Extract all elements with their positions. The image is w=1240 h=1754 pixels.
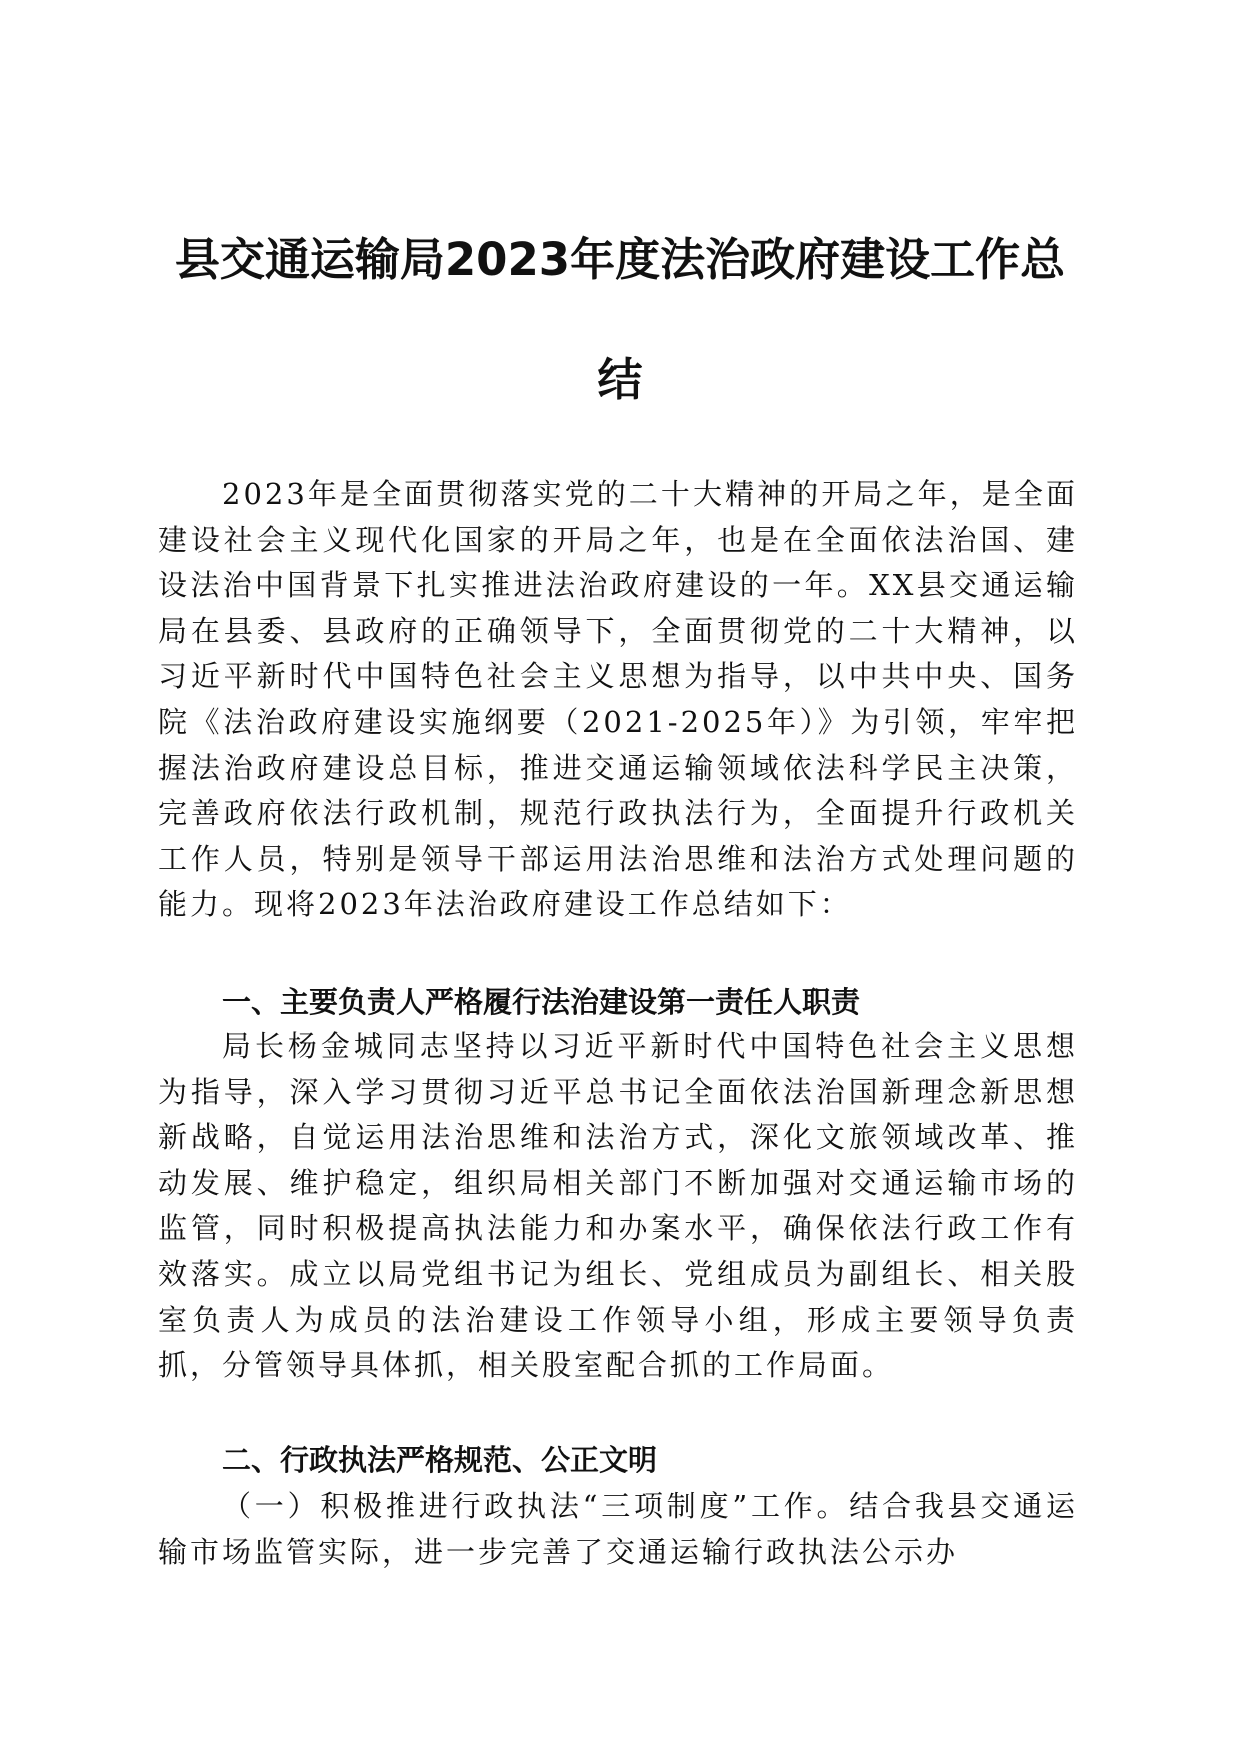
section-1-heading: 一、主要负责人严格履行法治建设第一责任人职责 — [222, 985, 861, 1019]
document-title-line-1: 县交通运输局2023年度法治政府建设工作总 — [174, 233, 1066, 286]
section-2-heading: 二、行政执法严格规范、公正文明 — [222, 1443, 658, 1477]
document-title-line-2: 结 — [597, 353, 643, 406]
intro-paragraph: 2023年是全面贯彻落实党的二十大精神的开局之年，是全面建设社会主义现代化国家的开局之年，也是在全面依法治国、建设法治中国背景下扎实推进法治政府建设的一年。XX县交通运输局在县委、县政府的正确领导下，全面贯彻党的二十大精神，以习近平新时代中国特色社会主义思想为指导，以中共中央、国务院《法治政府建设实施纲要（2021-2025年）》为引领，牢牢把握法治政府建设总目标，推进交通运输领域依法科学民主决策，完善政府依法行政机制，规范行政执法行为，全面提升行政机关工作人员，特别是领导干部运用法治思维和法治方式处理问题的能力。现将2023年法治政府建设工作总结如下： — [158, 477, 1078, 922]
section-2-paragraph: （一）积极推进行政执法“三项制度”工作。结合我县交通运输市场监管实际，进一步完善了交通运输行政执法公示办 — [158, 1489, 1078, 1569]
section-1-paragraph: 局长杨金城同志坚持以习近平新时代中国特色社会主义思想为指导，深入学习贯彻习近平总书记全面依法治国新理念新思想新战略，自觉运用法治思维和法治方式，深化文旅领域改革、推动发展、维护稳定，组织局相关部门不断加强对交通运输市场的监管，同时积极提高执法能力和办案水平，确保依法行政工作有效落实。成立以局党组书记为组长、党组成员为副组长、相关股室负责人为成员的法治建设工作领导小组，形成主要领导负责抓，分管领导具体抓，相关股室配合抓的工作局面。 — [158, 1029, 1078, 1383]
